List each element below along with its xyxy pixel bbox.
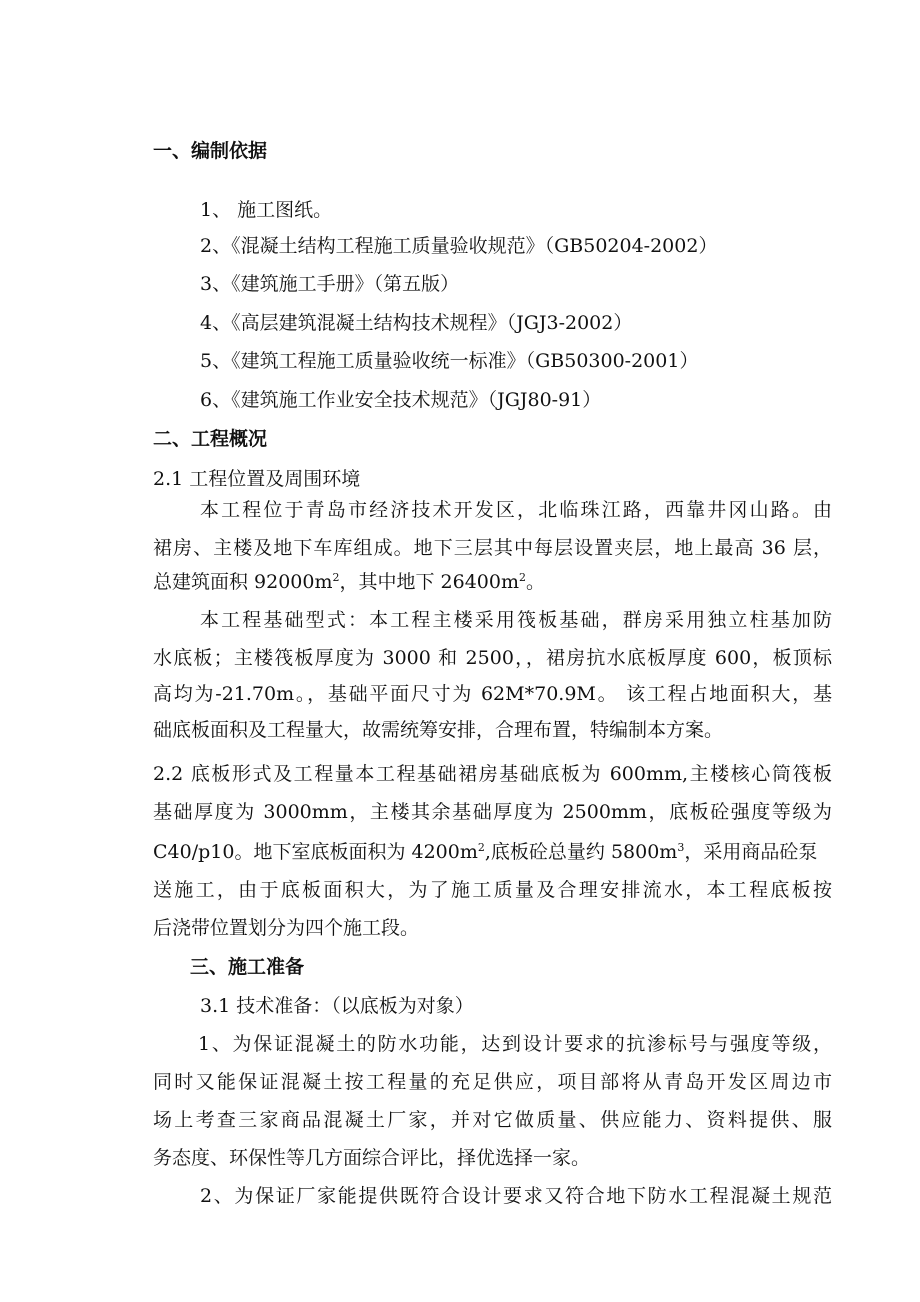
subsection-title-location: 2.1 工程位置及周围环境 <box>153 468 361 490</box>
overview-p2-line1: 本工程基础型式：本工程主楼采用筏板基础，群房采用独立柱基加防 <box>200 609 832 631</box>
overview-p3-line5: 后浇带位置划分为四个施工段。 <box>153 917 420 939</box>
overview-p2-line3: 高均为-21.70m。，基础平面尺寸为 62M*70.9M。 该工程占地面积大，基 <box>153 683 832 705</box>
subsection-title-technical: 3.1 技术准备：（以底板为对象） <box>200 995 474 1017</box>
prep-p1-line3: 场上考查三家商品混凝土厂家，并对它做质量、供应能力、资料提供、服 <box>153 1109 832 1131</box>
prep-p1-line2: 同时又能保证混凝土按工程量的充足供应，项目部将从青岛开发区周边市 <box>153 1071 832 1093</box>
overview-p1-line1: 本工程位于青岛市经济技术开发区，北临珠江路，西靠井冈山路。由 <box>200 499 832 521</box>
prep-p1-line1: 1、为保证混凝土的防水功能，达到设计要求的抗渗标号与强度等级， <box>198 1033 832 1055</box>
prep-p2-line1: 2、为保证厂家能提供既符合设计要求又符合地下防水工程混凝土规范 <box>200 1185 832 1207</box>
section-heading-preparation: 三、施工准备 <box>190 956 305 978</box>
overview-p3-line2: 基础厚度为 3000mm，主楼其余基础厚度为 2500mm，底板砼强度等级为 <box>153 801 832 823</box>
section-heading-basis: 一、编制依据 <box>153 140 268 162</box>
basis-item-2: 2、《混凝土结构工程施工质量验收规范》（GB50204-2002） <box>200 235 718 257</box>
basis-item-3: 3、《建筑施工手册》（第五版） <box>200 273 460 295</box>
overview-p3-line3: C40/p10。地下室底板面积为 $4200m^2$,底板砼总量约 $5800m^3$，采用商品砼泵 <box>153 841 818 863</box>
section-heading-overview: 二、工程概况 <box>153 428 268 450</box>
basis-item-6: 6、《建筑施工作业安全技术规范》（JGJ80-91） <box>200 389 602 411</box>
overview-p1-line3: 总建筑面积 $92000m^2$，其中地下 $26400m^2$。 <box>153 571 546 593</box>
prep-p1-line4: 务态度、环保性等几方面综合评比，择优选择一家。 <box>153 1147 591 1169</box>
overview-p2-line4: 础底板面积及工程量大，故需统筹安排，合理布置，特编制本方案。 <box>153 719 724 741</box>
basis-item-4: 4、《高层建筑混凝土结构技术规程》（JGJ3-2002） <box>200 312 633 334</box>
overview-p3-line1: 2.2 底板形式及工程量本工程基础裙房基础底板为 600mm,主楼核心筒筏板 <box>153 763 832 785</box>
overview-p3-line4: 送施工，由于底板面积大，为了施工质量及合理安排流水，本工程底板按 <box>153 879 832 901</box>
basis-item-1: 1、 施工图纸。 <box>200 199 333 221</box>
overview-p2-line2: 水底板；主楼筏板厚度为 3000 和 2500，，裙房抗水底板厚度 600，板顶标 <box>153 647 832 669</box>
basis-item-5: 5、《建筑工程施工质量验收统一标准》（GB50300-2001） <box>200 350 699 372</box>
overview-p1-line2: 裙房、主楼及地下车库组成。地下三层其中每层设置夹层，地上最高 36 层， <box>153 537 832 559</box>
